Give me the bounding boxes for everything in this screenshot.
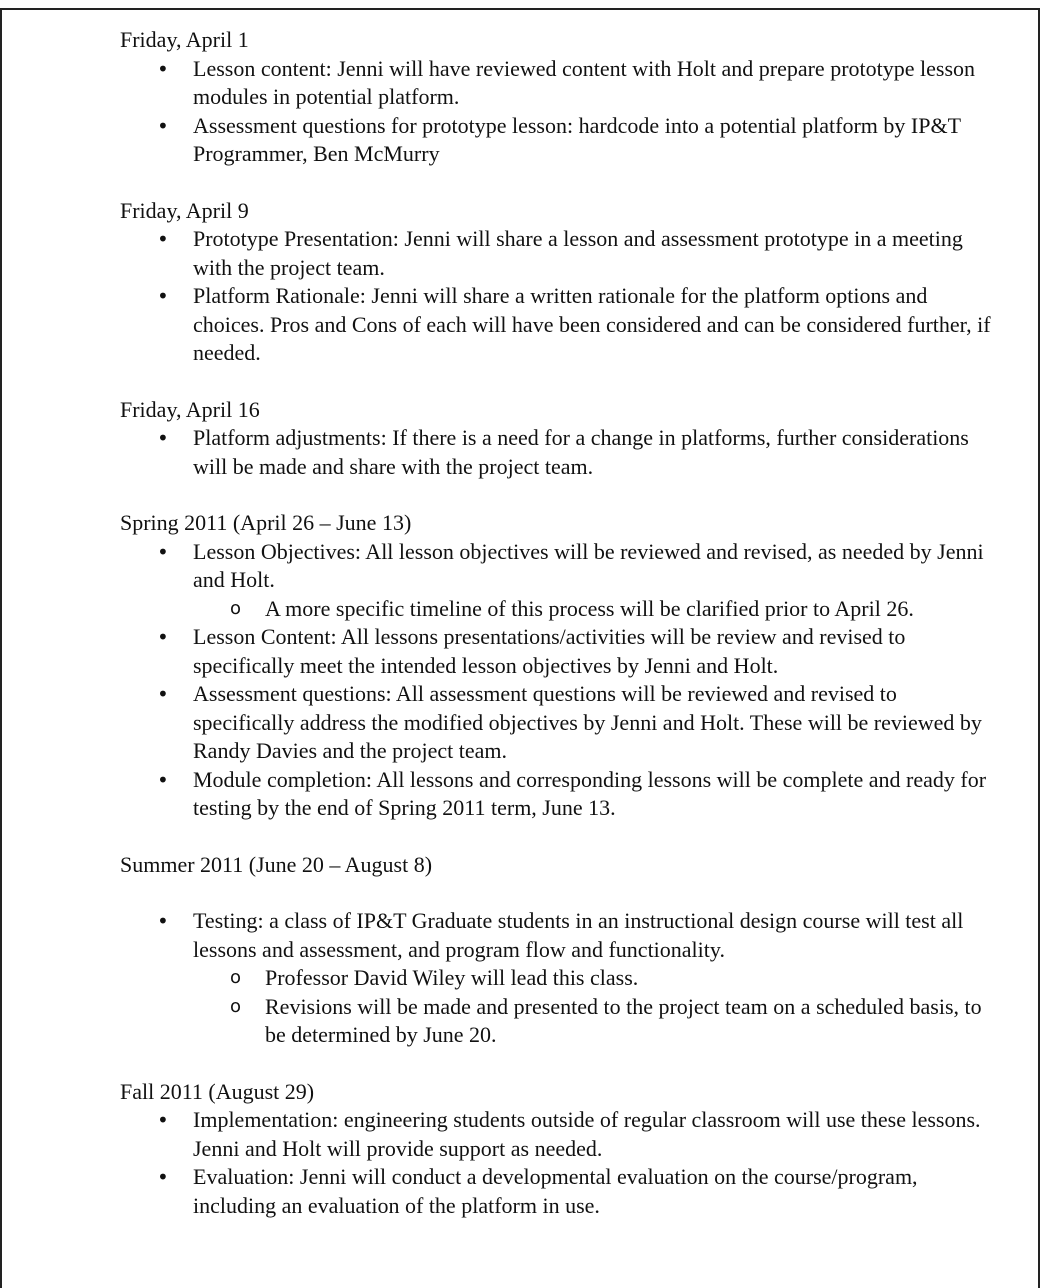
section-heading: Friday, April 16 — [120, 396, 260, 422]
list-item: • Assessment questions for prototype lesson: hardcode into a potential platform by IP&T Programmer, Ben McMurry — [120, 112, 1000, 169]
section-april-1 — [120, 26, 1000, 169]
sub-list-item: o A more specific timeline of this process will be clarified prior to April 26. — [193, 595, 1000, 624]
list-item — [120, 538, 1000, 624]
sub-bullet-list — [193, 595, 1000, 624]
bullet-list — [120, 907, 1000, 1050]
bullet-list — [120, 538, 1000, 823]
list-item: • Platform adjustments: If there is a need for a change in platforms, further considerations will be made and share with the project team. — [120, 424, 1000, 481]
section-heading: Summer 2011 (June 20 – August 8) — [120, 851, 433, 877]
list-item: • Prototype Presentation: Jenni will share a lesson and assessment prototype in a meeting with the project team. — [120, 225, 1000, 282]
sub-list-item: o Professor David Wiley will lead this class. — [193, 964, 1000, 993]
list-item: • Lesson Content: All lessons presentations/activities will be review and revised to specifically meet the intended lesson objectives by Jenni and Holt. — [120, 623, 1000, 680]
list-item-text: Testing: a class of IP&T Graduate students in an instructional design course will test all lessons and assessment, and program flow and functionality. — [193, 908, 964, 962]
list-item: • Platform Rationale: Jenni will share a written rationale for the platform options and choices. Pros and Cons of each will have been considered and can be considered further, if needed. — [120, 282, 1000, 368]
list-item: • Assessment questions: All assessment questions will be reviewed and revised to specifically address the modified objectives by Jenni and Holt. These will be reviewed by Randy Davies and the project team. — [120, 680, 1000, 766]
list-item: • Evaluation: Jenni will conduct a developmental evaluation on the course/program, including an evaluation of the platform in use. — [120, 1163, 1000, 1220]
list-item: • Module completion: All lessons and corresponding lessons will be complete and ready for testing by the end of Spring 2011 term, June 13. — [120, 766, 1000, 823]
section-heading: Friday, April 1 — [120, 27, 249, 52]
list-item — [120, 907, 1000, 1050]
bullet-list — [120, 55, 1000, 169]
list-item: • Lesson content: Jenni will have reviewed content with Holt and prepare prototype lesson modules in potential platform. — [120, 55, 1000, 112]
bullet-list — [120, 225, 1000, 368]
list-item: • Implementation: engineering students outside of regular classroom will use these lessons. Jenni and Holt will provide support as needed. — [120, 1106, 1000, 1163]
section-fall-2011 — [120, 1078, 1000, 1221]
section-april-16 — [120, 396, 1000, 482]
section-heading: Fall 2011 (August 29) — [120, 1078, 315, 1104]
section-april-9 — [120, 197, 1000, 368]
list-item-text: Lesson Objectives: All lesson objectives will be reviewed and revised, as needed by Jenni and Holt. — [193, 538, 984, 592]
sub-bullet-list — [193, 964, 1000, 1050]
section-heading: Friday, April 9 — [120, 197, 249, 223]
section-spring-2011 — [120, 509, 1000, 823]
document-body — [120, 26, 1000, 1248]
sub-list-item: o Revisions will be made and presented to the project team on a scheduled basis, to be determined by June 20. — [193, 993, 1000, 1050]
bullet-list — [120, 1106, 1000, 1220]
section-summer-2011 — [120, 851, 1000, 1050]
section-heading: Spring 2011 (April 26 – June 13) — [120, 510, 412, 535]
bullet-list — [120, 424, 1000, 481]
